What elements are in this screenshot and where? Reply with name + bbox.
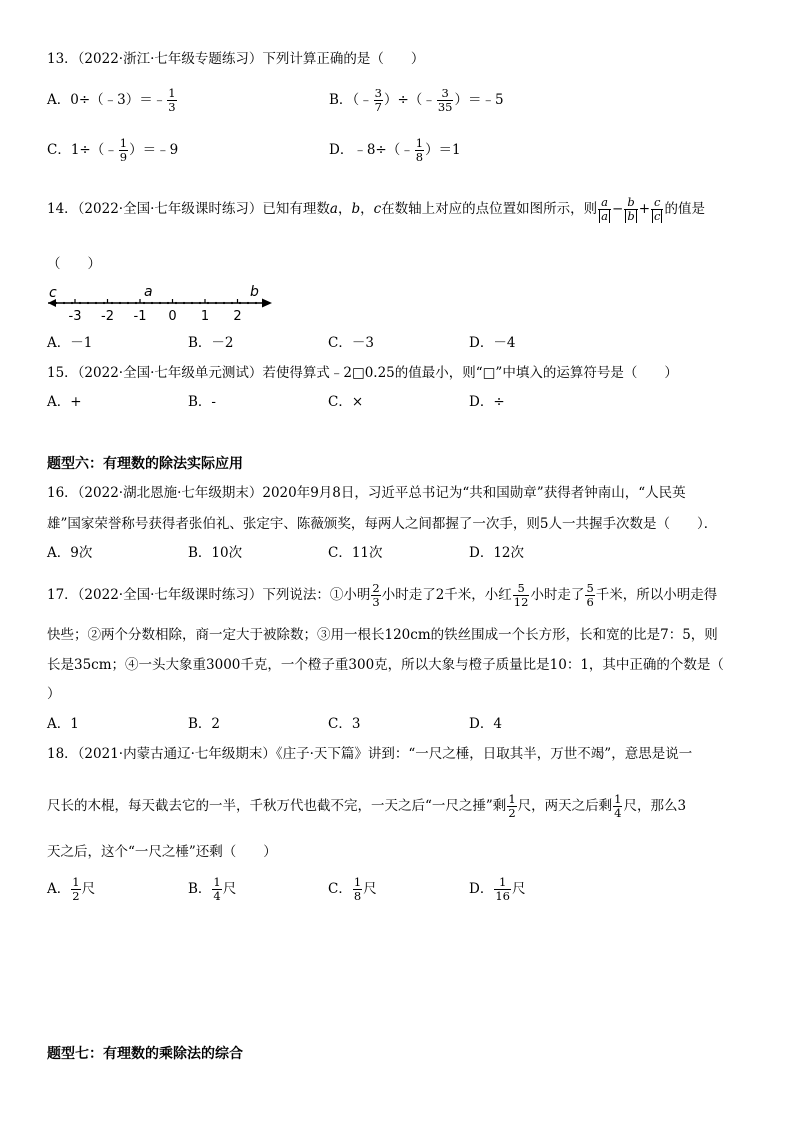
q18-stem-line2: 尺长的木棍，每天截去它的一半，千秋万代也截不完，一天之后“一尺之捶”剩 $\frac{1}{2}$ 尺，两天之后剩 $\frac{1}{4}$ 尺，那么3 — [47, 792, 687, 821]
section-7-heading: 题型七：有理数的乘除法的综合 — [47, 1046, 243, 1062]
axis-dot — [199, 302, 201, 304]
expression-text: 1÷（﹣ — [70, 142, 118, 159]
axis-dot — [127, 302, 129, 304]
axis-dot — [247, 302, 249, 304]
q14-option-d[interactable]: D．－4 — [469, 335, 516, 351]
q15-option-a[interactable]: A．+ — [47, 394, 82, 410]
axis-dot — [215, 302, 217, 304]
q18-option-b[interactable]: B． $\frac{1}{4}$ 尺 — [188, 875, 237, 904]
q13-stem: 13．（2022·浙江·七年级专题练习）下列计算正确的是（ ） — [47, 51, 425, 67]
q13-option-d[interactable] — [329, 137, 461, 164]
axis-dot — [255, 302, 257, 304]
q16-stem-line1: 16．（2022·湖北恩施·七年级期末）2020年9月8日，习近平总书记为“共和国勋章”获得者钟南山，“人民英 — [47, 485, 686, 501]
expression-text: ）＝1 — [425, 142, 461, 159]
axis-dot — [175, 302, 177, 304]
q14-answer-paren: （ ） — [47, 256, 101, 272]
q17-option-c[interactable]: C．3 — [328, 716, 361, 732]
point-a-label: a — [144, 284, 153, 300]
q16-option-a[interactable]: A．9次 — [47, 545, 93, 561]
q17-stem-line1: 17．（2022·全国·七年级课时练习）下列说法：①小明 $\frac{2}{3}$ 小时走了2千米，小红 $\frac{5}{12}$ 小时走了 $\frac{5}{6}$ 千米，所以小明走得 — [47, 581, 718, 610]
axis-dot — [63, 302, 65, 304]
fraction: $\frac{1}{3}$ — [168, 86, 176, 115]
number-line — [44, 281, 284, 323]
q13-option-b[interactable] — [329, 87, 504, 114]
option-label: C． — [47, 142, 71, 159]
expression-text: ）＝﹣9 — [129, 142, 179, 159]
q15-option-c[interactable]: C．× — [328, 394, 364, 410]
fraction: $\frac{5}{12}$ — [513, 581, 529, 610]
fraction: $\frac{1}{4}$ — [614, 792, 622, 821]
axis-dot — [263, 302, 265, 304]
q16-stem-line2: 雄”国家荣誉称号获得者张伯礼、张定宇、陈薇颁奖，每两人之间都握了一次手，则5人一共握手次数是（ ）． — [47, 516, 718, 532]
axis-dot — [167, 302, 169, 304]
axis-dot — [55, 302, 57, 304]
axis-dot — [87, 302, 89, 304]
axis-dot — [111, 302, 113, 304]
axis-dot — [159, 302, 161, 304]
q13-option-a[interactable] — [47, 87, 178, 114]
q16-option-d[interactable]: D．12次 — [469, 545, 525, 561]
q17-option-d[interactable]: D．4 — [469, 716, 502, 732]
q13-option-c[interactable] — [47, 137, 178, 164]
expression-text: ﹣8÷（﹣ — [353, 142, 414, 159]
option-label: A． — [47, 92, 71, 109]
q17-stem-line2: 快些；②两个分数相除，商一定大于被除数；③用一根长120cm的铁丝围成一个长方形，长和宽的比是7：5，则 — [47, 627, 718, 643]
q16-option-b[interactable]: B．10次 — [188, 545, 243, 561]
q18-option-a[interactable]: A． $\frac{1}{2}$ 尺 — [47, 875, 96, 904]
q17-stem-line3: 长是35cm；④一头大象重3000千克，一个橙子重300克，所以大象与橙子质量比是10：1，其中正确的个数是（ — [47, 657, 724, 673]
axis-dot — [183, 302, 185, 304]
q16-option-c[interactable]: C．11次 — [328, 545, 383, 561]
q17-stem-line4: ） — [47, 686, 61, 702]
axis-dot — [71, 302, 73, 304]
q14-stem: 14．（2022·全国·七年级课时练习）已知有理数a，b，c在数轴上对应的点位置如图所示，则 $\frac{a}{a}$ − $\frac{b}{b}$ + $\frac{c}{c}$ 的值是 — [47, 195, 705, 224]
axis-dot — [119, 302, 121, 304]
fraction: $\frac{3}{7}$ — [374, 86, 382, 115]
axis-dot — [95, 302, 97, 304]
tick-label: 2 — [233, 309, 242, 323]
q14-option-a[interactable]: A．－1 — [47, 335, 93, 351]
tick-label: -3 — [68, 309, 82, 323]
q15-option-d[interactable]: D．÷ — [469, 394, 505, 410]
option-label: D． — [329, 142, 354, 159]
expression-text: ）÷（﹣ — [384, 92, 436, 109]
fraction: $\frac{5}{6}$ — [586, 581, 594, 610]
fraction: $\frac{2}{3}$ — [372, 581, 380, 610]
axis-dot — [103, 302, 105, 304]
q14-option-c[interactable]: C．－3 — [328, 335, 374, 351]
axis-dot — [151, 302, 153, 304]
fraction-b-over-abs-b: $\frac{b}{b}$ — [624, 196, 637, 223]
axis-dot — [239, 302, 241, 304]
fraction: $\frac{3}{35}$ — [437, 86, 453, 115]
expression-text: ）＝﹣5 — [454, 92, 504, 109]
expression-text: 0÷（﹣3）＝﹣ — [70, 92, 167, 109]
tick-label: -1 — [133, 309, 147, 323]
expression-text: （﹣ — [352, 92, 373, 109]
tick-label: 0 — [168, 309, 177, 323]
q18-option-c[interactable]: C． $\frac{1}{8}$ 尺 — [328, 875, 377, 904]
axis-dot — [135, 302, 137, 304]
point-c-label: c — [49, 285, 57, 301]
axis-dot — [79, 302, 81, 304]
q15-stem: 15．（2022·全国·七年级单元测试）若使得算式﹣2□0.25的值最小，则“□”中填入的运算符号是（ ） — [47, 365, 678, 381]
axis-dot — [143, 302, 145, 304]
axis-dot — [223, 302, 225, 304]
fraction: $\frac{1}{9}$ — [119, 136, 128, 165]
point-b-label: b — [250, 284, 259, 300]
q18-option-d[interactable]: D． $\frac{1}{16}$ 尺 — [469, 875, 526, 904]
option-label: B． — [329, 92, 353, 109]
axis-dot — [207, 302, 209, 304]
q14-option-b[interactable]: B．－2 — [188, 335, 234, 351]
q18-stem-line1: 18．（2021·内蒙古通辽·七年级期末）《庄子·天下篇》讲到：“一尺之棰，日取其半，万世不竭”，意思是说一 — [47, 746, 693, 762]
fraction-c-over-abs-c: $\frac{c}{c}$ — [651, 196, 663, 223]
fraction: $\frac{1}{8}$ — [415, 136, 424, 165]
fraction-a-over-abs-a: $\frac{a}{a}$ — [598, 196, 611, 223]
q17-option-a[interactable]: A．1 — [47, 716, 79, 732]
axis-dot — [191, 302, 193, 304]
section-6-heading: 题型六：有理数的除法实际应用 — [47, 456, 243, 472]
tick-label: -2 — [101, 309, 114, 323]
fraction: $\frac{1}{2}$ — [508, 792, 516, 821]
q18-stem-line3: 天之后，这个“一尺之棰”还剩（ ） — [47, 844, 277, 860]
tick-label: 1 — [200, 309, 210, 323]
q15-option-b[interactable]: B．- — [188, 394, 216, 410]
q17-option-b[interactable]: B．2 — [188, 716, 221, 732]
axis-dot — [231, 302, 233, 304]
